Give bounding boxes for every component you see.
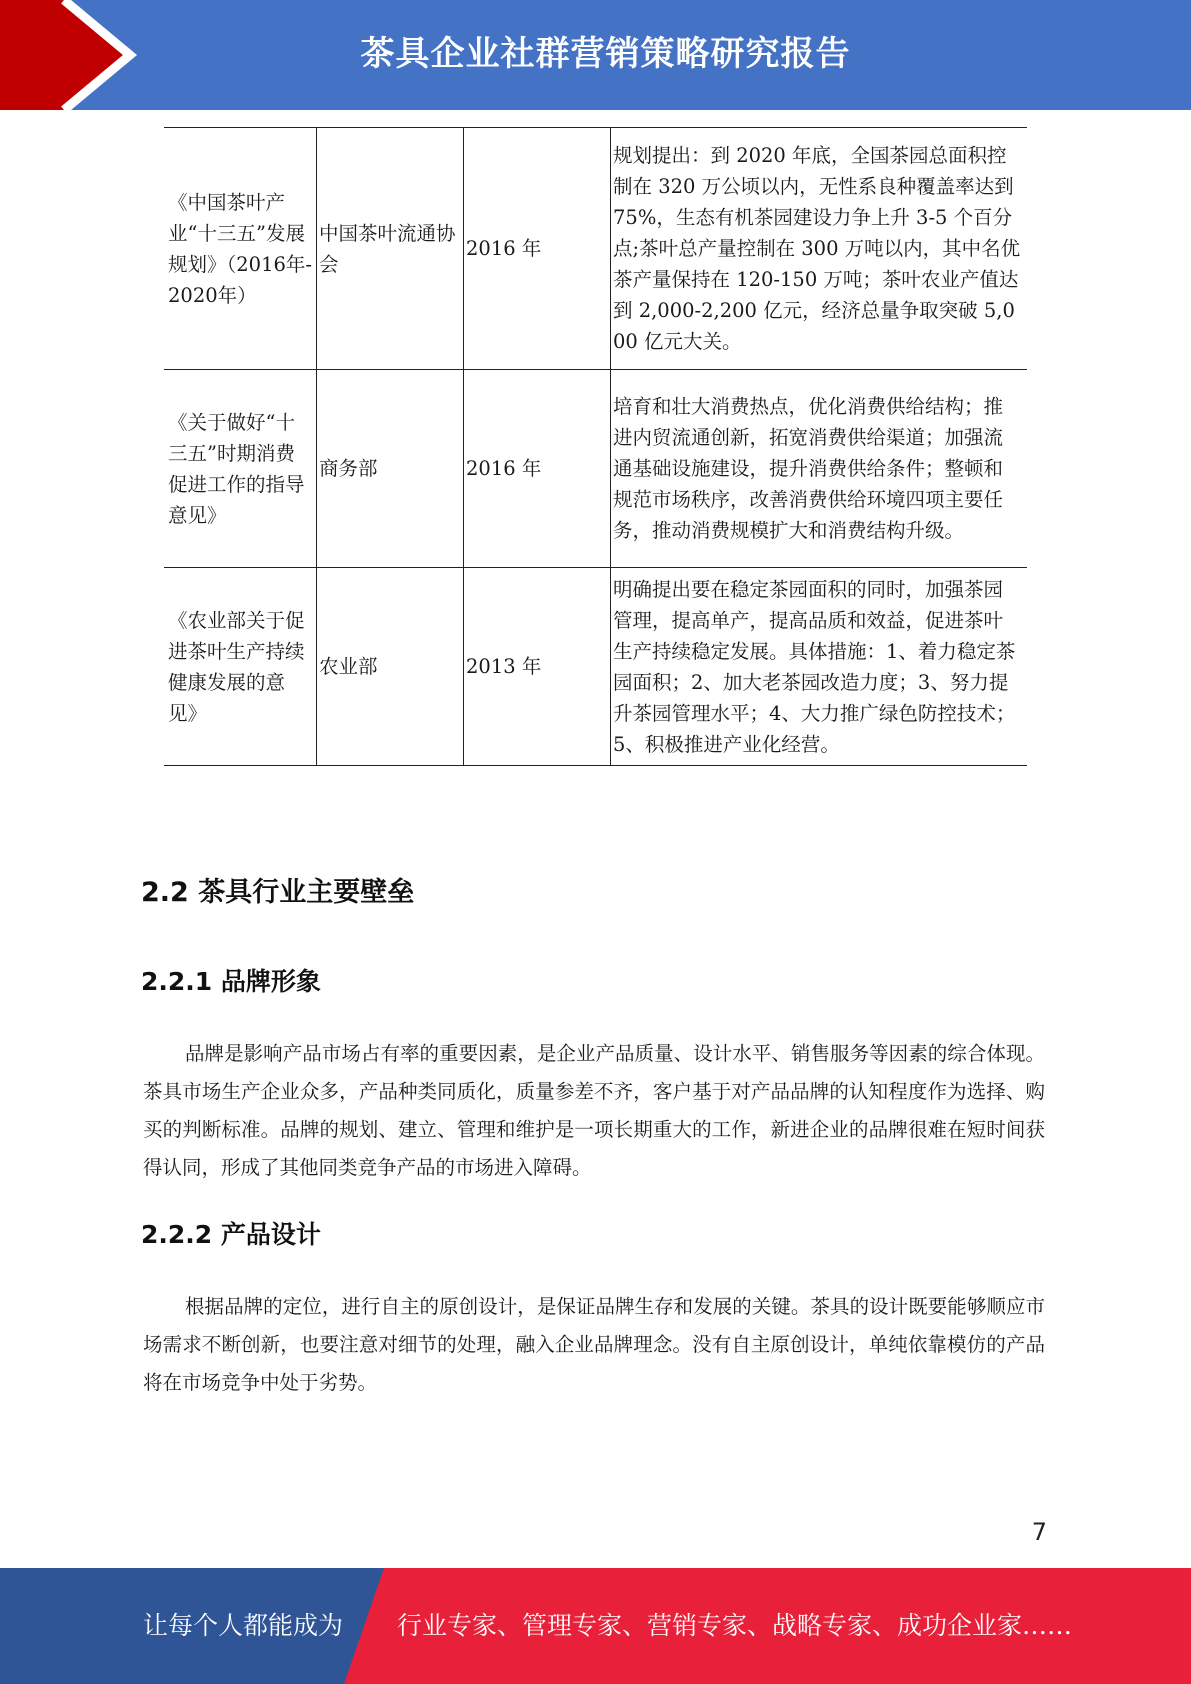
policy-name-cell: 《农业部关于促进茶叶生产持续健康发展的意见》	[164, 568, 317, 766]
table-row	[164, 370, 1027, 568]
year-cell: 2013 年	[464, 568, 611, 766]
content-cell: 培育和壮大消费热点，优化消费供给结构；推进内贸流通创新，拓宽消费供给渠道；加强流通基础设施建设，提升消费供给条件；整顿和规范市场秩序，改善消费供给环境四项主要任务，推动消费规模扩大和消费结构升级。	[611, 370, 1028, 568]
footer-slogan-left: 让每个人都能成为	[143, 1611, 344, 1640]
page-number: 7	[1031, 1518, 1047, 1546]
content-cell: 规划提出：到 2020 年底，全国茶园总面积控制在 320 万公顷以内，无性系良种覆盖率达到 75%，生态有机茶园建设力争上升 3-5 个百分点;茶叶总产量控制在 300 万吨以内，其中名优茶产量保持在 120-150 万吨；茶叶农业产值达到 2,000-2,200 亿元，经济总量争取突破 5,000 亿元大关。	[611, 128, 1028, 370]
section-heading-2-2: 2.2 茶具行业主要壁垒	[141, 877, 415, 908]
footer-slogan-right: 行业专家、管理专家、营销专家、战略专家、成功企业家……	[397, 1611, 1073, 1640]
issuer-cell: 商务部	[317, 370, 464, 568]
year-cell: 2016 年	[464, 128, 611, 370]
brand-image-paragraph: 品牌是影响产品市场占有率的重要因素，是企业产品质量、设计水平、销售服务等因素的综合体现。茶具市场生产企业众多，产品种类同质化，质量参差不齐，客户基于对产品品牌的认知程度作为选择、购买的判断标准。品牌的规划、建立、管理和维护是一项长期重大的工作，新进企业的品牌很难在短时间获得认同，形成了其他同类竞争产品的市场进入障碍。	[143, 1042, 1045, 1179]
product-design-paragraph: 根据品牌的定位，进行自主的原创设计，是保证品牌生存和发展的关键。茶具的设计既要能够顺应市场需求不断创新，也要注意对细节的处理，融入企业品牌理念。没有自主原创设计，单纯依靠模仿的产品将在市场竞争中处于劣势。	[143, 1295, 1045, 1394]
table-row	[164, 128, 1027, 370]
page-footer	[0, 1568, 1191, 1684]
year-cell: 2016 年	[464, 370, 611, 568]
policy-table	[164, 127, 1027, 766]
content-cell: 明确提出要在稳定茶园面积的同时，加强茶园管理，提高单产，提高品质和效益，促进茶叶生产持续稳定发展。具体措施：1、着力稳定茶园面积；2、加大老茶园改造力度；3、努力提升茶园管理水平；4、大力推广绿色防控技术；5、积极推进产业化经营。	[611, 568, 1028, 766]
page-header	[0, 0, 1191, 110]
table-row	[164, 568, 1027, 766]
section-heading-2-2-2: 2.2.2 产品设计	[141, 1220, 321, 1249]
policy-name-cell: 《关于做好“十三五”时期消费促进工作的指导意见》	[164, 370, 317, 568]
section-heading-2-2-1: 2.2.1 品牌形象	[141, 967, 321, 996]
issuer-cell: 农业部	[317, 568, 464, 766]
report-title: 茶具企业社群营销策略研究报告	[360, 34, 851, 74]
issuer-cell: 中国茶叶流通协会	[317, 128, 464, 370]
policy-name-cell: 《中国茶叶产业“十三五”发展规划》（2016年-2020年）	[164, 128, 317, 370]
